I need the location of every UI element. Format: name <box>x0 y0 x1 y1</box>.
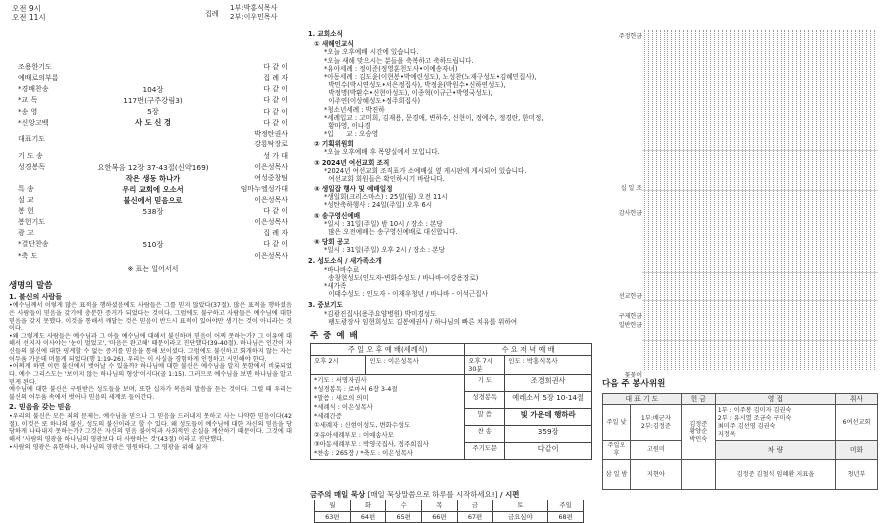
offering-divider <box>642 340 878 341</box>
wed-row-key: 성경봉독 <box>465 391 505 408</box>
order-row <box>18 173 288 184</box>
offering-divider <box>642 190 878 191</box>
offering-label: 감사헌금 <box>618 210 642 217</box>
order-label: 성경봉독 <box>18 162 46 171</box>
order-row <box>18 250 288 261</box>
offering-names-column <box>796 30 797 370</box>
offering-names-column <box>730 30 731 370</box>
officiant-2: 2부:이우민목사 <box>230 12 278 21</box>
order-leader: 이은성목사 <box>254 251 288 260</box>
order-row <box>18 151 288 162</box>
wednesday-evening-leader: 인도 : 박홍식목사 <box>505 356 592 375</box>
news-line: 박민수(박시연성도•서은정집사), 박정윤(박원수•신하연성도), <box>324 81 506 90</box>
order-label: *경배찬송 <box>18 85 49 94</box>
duty-header-welcome: 영 접 <box>715 394 835 405</box>
news-item: ⑥ 당회 공고 <box>314 238 350 247</box>
wednesday-evening-time: 오후 7시 30분 <box>465 356 505 375</box>
order-leader: 다 같 이 <box>263 240 288 249</box>
news-line: *일시 : 31일(주일) 오후 2시 / 장소 : 본당 <box>324 246 445 255</box>
offering-names-column <box>718 30 719 370</box>
offering-names-column <box>652 30 653 370</box>
order-row <box>18 228 288 239</box>
order-leader: 집 례 자 <box>263 74 288 83</box>
news-line: *아동세례 : 김도윤(이현봉•박예린성도), 노성찬(노재구성도•김혜민집사), <box>324 72 537 81</box>
offering-names-column <box>671 30 672 370</box>
offering-names-column <box>667 30 668 370</box>
order-label: *신앙고백 <box>18 118 49 127</box>
offering-names-column <box>777 30 778 370</box>
order-of-worship-column <box>0 0 295 523</box>
order-label: 봉헌기도 <box>18 218 46 227</box>
offering-names-column <box>812 30 813 370</box>
news-item: ⑤ 송구영신예배 <box>314 211 361 220</box>
news-column <box>302 0 594 523</box>
offering-names-column <box>644 30 645 370</box>
weekly-worship-title: 주 중 예 배 <box>310 331 359 341</box>
wed-row-value: 예레소서 5장 10-14절 <box>505 391 592 408</box>
program-line: *세례식 : 이은성목사 <box>314 403 373 412</box>
offering-names-column <box>749 30 750 370</box>
offering-list <box>598 0 880 379</box>
order-leader: 다 같 이 <box>263 118 288 127</box>
news-line: 황마영, 이나경 <box>324 121 371 130</box>
offering-names-column <box>722 30 723 370</box>
offering-names-column <box>792 30 793 370</box>
order-leader: 다 같 이 <box>263 85 288 94</box>
daily-meditation-title <box>310 490 519 499</box>
order-row <box>18 73 288 84</box>
news-line: *2024년 여선교회 조직표가 소예배실 옆 게시판에 게시되어 있습니다. <box>324 166 527 175</box>
offering-names-column <box>851 30 852 370</box>
order-leader: 집 례 자 <box>263 229 288 238</box>
offering-names-column <box>757 30 758 370</box>
offering-label: 꽃꽂이 <box>624 372 642 379</box>
order-leader: 다 같 이 <box>263 63 288 72</box>
program-line: *성경봉독 : 로마서 6장 3-4절 <box>314 385 398 394</box>
sermon-paragraph: •사람의 영광은 유한하나, 하나님의 영광은 영원하다. 그 영광을 위해 삶자 <box>9 443 208 451</box>
duty-car: 김정준 김철식 임혜환 지표을 <box>715 459 835 489</box>
order-item: 538장 <box>142 207 164 217</box>
offering-names-texture <box>644 30 880 370</box>
news-item: ① 새해인교식 <box>314 40 354 49</box>
order-label: 특 송 <box>18 185 34 194</box>
meditation-psalm: 금요심야 <box>493 511 548 522</box>
offering-names-column <box>866 30 867 370</box>
meditation-day: 주일 <box>548 500 584 511</box>
duty-offering: 김정준 황양순 박민숙 <box>681 405 715 460</box>
offering-names-column <box>675 30 676 370</box>
news-line: 송창현성도(인도자-변화수성도 / 바나바-이강용장로) <box>324 273 479 282</box>
order-row <box>18 95 288 106</box>
sunday-afternoon-heading: 주 일 오 후 예 배(세례식) <box>311 344 465 356</box>
order-leader: 이은성목사 <box>254 196 288 205</box>
meditation-day: 목 <box>422 500 458 511</box>
wed-row-value: 359장 <box>505 426 592 443</box>
order-row <box>18 239 288 250</box>
offering-names-column <box>835 30 836 370</box>
duty-prayer: 지현아 <box>631 459 682 489</box>
offering-names-column <box>679 30 680 370</box>
weekly-worship-table <box>310 343 592 460</box>
offering-names-column <box>843 30 844 370</box>
order-item: 104장 <box>142 85 164 95</box>
wed-row-value: 다같이 <box>505 442 592 459</box>
program-line: *기도 : 서명자권사 <box>314 376 367 384</box>
duty-table <box>602 393 878 490</box>
news-line: *생일회(크리스마스) : 25일(월) 오전 11시 <box>324 193 448 202</box>
meditation-table <box>314 500 584 523</box>
service-times <box>12 4 46 23</box>
order-leader: 여성중창팀 <box>254 173 288 182</box>
order-row <box>18 206 288 217</box>
offering-names-column <box>683 30 684 370</box>
news-line: *오늘 새해 맞으시는 분들을 축복하고 축하드립니다. <box>324 56 474 65</box>
meditation-day: 화 <box>350 500 386 511</box>
order-label: 설 교 <box>18 196 34 205</box>
offering-names-column <box>800 30 801 370</box>
duty-welcome: 1부 : 이주봉 김미자 김권숙 2부 : 유시열 조금숙 구미숙 최미주 김선영 김권숙 지정옥 <box>715 405 835 441</box>
news-line: 팽도광장사 임현희성도 김봉예권사 / 하나님의 빠른 치유를 위하여 <box>324 317 518 326</box>
duty-header-offering: 헌 금 <box>681 394 715 405</box>
order-label: *축 도 <box>18 251 38 260</box>
offering-names-column <box>823 30 824 370</box>
offering-names-column <box>738 30 739 370</box>
order-row <box>18 106 288 117</box>
offering-names-column <box>827 30 828 370</box>
sermon-paragraph: •예수님께서 이렇게 많은 표적을 행하셨음에도 사람들은 그를 믿지 않았다(37절). 많은 표적을 행하셨음은 사람들이 믿음을 갖기에 충분한 증거가 되었다는 것이다. 그럼에도 불구하고 사람들은 예수님에 대한 믿음을 갖지 못했다. 이것을 통해서 깨달는 것은 믿음이 반드시 표적이 있어야만 생기는 것이 아니라는 것이다. <box>9 302 292 333</box>
order-row <box>18 129 288 151</box>
order-leader: 다 같 이 <box>263 207 288 216</box>
duty-header-prayer: 대 표 기 도 <box>603 394 682 405</box>
offering-names-column <box>831 30 832 370</box>
news-heading-2: 2. 성도소식 / 새가족소개 <box>308 257 382 266</box>
offering-names-column <box>695 30 696 370</box>
offering-names-column <box>859 30 860 370</box>
sermon-section <box>9 280 292 451</box>
news-line: *성탄축하행사 : 24일(주일) 오후 6시 <box>324 201 433 210</box>
offering-names-column <box>788 30 789 370</box>
order-item: 117번(구주강림3) <box>123 96 183 106</box>
sermon-subtitle-1: 1. 불신의 사람들 <box>9 292 62 301</box>
offering-divider <box>642 300 878 301</box>
offering-names-column <box>784 30 785 370</box>
sunday-afternoon-time: 오후 2시 <box>311 356 366 375</box>
news-item: ④ 생일잡 행사 및 예배일정 <box>314 185 393 194</box>
offering-names-column <box>816 30 817 370</box>
offering-column <box>598 0 880 523</box>
meditation-desc: [매일 묵상말씀으로 하루를 시작하세요!] <box>367 490 498 499</box>
offering-names-column <box>753 30 754 370</box>
offering-names-column <box>660 30 661 370</box>
duty-header-beautify: 미화 <box>836 441 878 460</box>
program-line: *세례간증 <box>314 412 342 421</box>
order-leader: 이은성목사 <box>254 162 288 171</box>
order-leader: 박정탄권사 강룡탁장로 <box>254 130 288 148</box>
order-item: 불신에서 믿음으로 <box>123 195 183 205</box>
program-line: *찬송 : 265장 / *축도 : 이은성목사 <box>314 448 413 457</box>
offering-names-column <box>699 30 700 370</box>
order-label: *송 영 <box>18 107 38 116</box>
news-heading-1: 1. 교회소식 <box>308 30 343 38</box>
order-row <box>18 117 288 128</box>
officiants <box>230 4 277 22</box>
offering-names-column <box>687 30 688 370</box>
wed-row-key: 말 씀 <box>465 408 505 425</box>
news-heading-3: 3. 중보기도 <box>308 301 343 310</box>
officiant-1: 1부:박홍식목사 <box>230 4 278 12</box>
program-line: ③아동세례부모 : 박영국집사, 정주희집사 <box>314 439 429 448</box>
offering-names-column <box>773 30 774 370</box>
offering-names-column <box>726 30 727 370</box>
order-leader: 다 같 이 <box>263 107 288 116</box>
offering-names-column <box>874 30 875 370</box>
offering-label: 일반헌금 <box>618 322 642 329</box>
meditation-psalm: 64편 <box>350 511 386 522</box>
offering-names-column <box>706 30 707 370</box>
order-note: ※ 표는 일어서서 <box>127 264 179 273</box>
news-line: 박정명(박환수•신현아성도), 이종혁(이규근•박영국성도), <box>324 89 493 98</box>
meditation-psalm: 65편 <box>386 511 422 522</box>
news-line: *입 교 : 오승영 <box>324 130 379 139</box>
order-item: 510장 <box>142 240 164 250</box>
duty-header-cooking: 취사 <box>836 394 878 405</box>
offering-label: 선교헌금 <box>618 293 642 300</box>
news-line: *일시 : 31일(주일) 밤 10시 / 장소 : 본당 <box>324 219 443 228</box>
offering-names-column <box>781 30 782 370</box>
order-item: 사 도 신 경 <box>135 118 171 128</box>
order-row <box>18 162 288 173</box>
sermon-paragraph: •우리의 불신은 모든 죄의 문제는, 예수님을 믿으나 그 믿음을 드러내지 못하고 사는 나약한 믿음이다(42절). 이것은 또 하나의 불신, 성도의 불신이라고 할 수 있다. 왜 성도들이 예수님에 대한 자신의 믿음을 당당하게 나타내지 못하는가? 그것은 자신의 믿음 불이익과 사회적인 손실을 계산하기 때문이다. 그것에 대해서 '사람의 영광을 하나님의 영광보다 더 사랑하는 것'(43절) 이라고 진단했다. <box>9 413 292 443</box>
duty-header-car: 차 량 <box>715 441 835 460</box>
officiant-label: 집례 <box>205 10 219 18</box>
offering-names-column <box>742 30 743 370</box>
news-line: *새가족 <box>324 281 347 290</box>
offering-names-column <box>820 30 821 370</box>
meditation-day: 토 <box>493 500 548 511</box>
duty-prayer: 1부:배군자 2부:김정준 <box>631 405 682 441</box>
meditation-day: 금 <box>457 500 493 511</box>
second-service-time: 오전 11시 <box>12 13 46 23</box>
order-item: 요한복음 12장 37-43절(신약169) <box>97 162 209 172</box>
offering-divider <box>642 150 878 151</box>
news-item: ③ 2024년 여선교회 조직 <box>314 158 390 167</box>
duty-row-label: 주일 낮 <box>603 405 631 441</box>
news-lines <box>308 310 594 326</box>
offering-label: 주정헌금 <box>618 33 642 40</box>
offering-names-column <box>703 30 704 370</box>
duty-beautify: 청년부 <box>836 459 878 489</box>
offering-label: 구제헌금 <box>618 313 642 320</box>
offering-names-column <box>648 30 649 370</box>
news-line: 이태수성도 : 인도자 - 이재우청년 / 바나바 - 이석근집사 <box>324 290 488 299</box>
offering-names-column <box>761 30 762 370</box>
duty-row-label: 삼 일 밤 <box>603 459 631 489</box>
sermon-paragraph: •어찌게 하면 이런 불신에서 벗어날 수 있을까? 하나님에 대한 불신은 예수님을 알지 못함에서 비롯되었다. 예수 그리스도는 '보이지 않는 하나님의 형상'이시다(골 1:15). 그러므로 예수님을 보면 하나님을 알고 믿게 된다. <box>9 363 292 386</box>
program-line: ①세례자 : 신현이성도, 변화수성도 <box>314 421 411 430</box>
offering-names-column <box>847 30 848 370</box>
sermon-paragraph: 예수님에 대한 불신은 구원받은 성도들을 보며, 또한 십자가 복음의 말씀을 듣는 것이다. 그럴 때 우리는 불신의 어두움 속에서 벗어나 믿음의 세계로 들어간다. <box>9 386 292 401</box>
offering-names-column <box>734 30 735 370</box>
news-item: ② 기획위원회 <box>314 140 354 149</box>
news-lines <box>308 266 594 299</box>
wednesday-evening-heading: 수 요 저 녁 예 배 <box>465 344 592 356</box>
offering-names-column <box>808 30 809 370</box>
offering-names-column <box>714 30 715 370</box>
news-line: *세례입교 : 고미희, 김재용, 문경애, 변하수, 신현이, 정예수, 정경란, 한미정, <box>324 113 544 122</box>
offering-names-column <box>769 30 770 370</box>
sermon-paragraph: •왜 그렇게도 사람들은 예수님과 그 아들 예수님에 대해서 불신하며 믿음이 어찌 못하는가? 그 이유에 대해서 선지자 이사야는 '눈이 멀었고', '마음은 완고해' 때문이라고 진단했다(39-40절). 하나님은 인간이 자신들의 불신에 대한 핑계할 수 없는 증거를 믿음을 통해 보이셨다. 그럼에도 불신하고 회개하지 않는 자는 어두움 가운데 머물게 되었다(행 1:19-26). 우리는 이 사실을 경험하게 인정하고 시인해야 한다. <box>9 332 292 363</box>
duty-cooking: 6여선교회 <box>836 405 878 441</box>
duty-offering-empty <box>681 459 715 489</box>
sunday-afternoon-program <box>311 375 465 460</box>
order-row <box>18 84 288 95</box>
wed-row-value: 빛 가운데 행하라 <box>505 408 592 425</box>
wed-row-key: 찬 송 <box>465 426 505 443</box>
offering-names-column <box>691 30 692 370</box>
first-service-time: 오전 9시 <box>12 4 41 13</box>
news-line: 이주연(이상혜성도•정주희집사) <box>324 97 421 106</box>
order-label: *교 독 <box>18 96 38 105</box>
meditation-psalm: 67편 <box>457 511 493 522</box>
meditation-tail: / 시편 <box>499 490 520 499</box>
order-row <box>18 62 288 73</box>
meditation-psalm: 66편 <box>422 511 458 522</box>
order-item: 작은 생동 하나가 <box>125 173 181 183</box>
offering-divider <box>642 272 878 273</box>
wed-row-key: 기 도 <box>465 375 505 392</box>
news-line: *유아세례 : 정이준(정영훈천도사•이예송자녀) <box>324 64 458 73</box>
offering-names-column <box>765 30 766 370</box>
program-line: ②유아세례부모 : 이예송사모 <box>314 430 394 439</box>
wed-row-key: 주기도문 <box>465 442 505 459</box>
order-row <box>18 184 288 195</box>
order-label: *결단찬송 <box>18 240 49 249</box>
offering-names-column <box>664 30 665 370</box>
wed-row-value: 조경희권사 <box>505 375 592 392</box>
sermon-title: 생명의 말씀 <box>9 280 53 290</box>
offering-names-column <box>656 30 657 370</box>
order-row <box>18 217 288 228</box>
order-leader: 임마누엘성가대 <box>240 185 288 194</box>
order-label: 대표기도 <box>18 135 46 144</box>
offering-names-column <box>862 30 863 370</box>
news-line: *청소년세례 : 박진하 <box>324 105 385 114</box>
offering-names-column <box>745 30 746 370</box>
news-lines <box>308 220 594 236</box>
order-item: 우리 교회에 오소서 <box>122 184 184 194</box>
news-lines <box>308 48 594 138</box>
sermon-subtitle-2: 2. 믿음을 갖는 믿음 <box>9 403 72 412</box>
order-item: 5장 <box>147 107 159 117</box>
sunday-afternoon-leader: 인도 : 이은성목사 <box>366 356 465 375</box>
order-label: 기 도 송 <box>18 151 43 160</box>
meditation-title: 금주의 매일 묵상 <box>310 490 366 499</box>
news-line: *김광진집사(용주요양병원) 박미경성도 <box>324 309 437 318</box>
church-news <box>308 30 594 326</box>
meditation-psalm: 68편 <box>548 511 584 522</box>
offering-label: 십 일 조 <box>620 185 642 192</box>
offering-names-column <box>839 30 840 370</box>
order-row <box>18 195 288 206</box>
order-label: 광 고 <box>18 229 34 238</box>
meditation-day: 월 <box>315 500 351 511</box>
order-label: 예배로의부름 <box>18 74 59 83</box>
news-lines <box>308 193 594 209</box>
order-label: 봉 헌 <box>18 207 34 216</box>
news-line: 여선교회 회원들은 확인하시기 바랍니다. <box>324 174 445 183</box>
meditation-day: 수 <box>386 500 422 511</box>
news-line: 많은 오전예배는 송구영신예배로 대신합니다. <box>324 227 458 236</box>
news-line: *오늘 오후예배 시간에 있습니다. <box>324 48 419 57</box>
meditation-psalm: 63편 <box>315 511 351 522</box>
offering-names-column <box>710 30 711 370</box>
order-leader: 다 같 이 <box>263 96 288 105</box>
duty-row-label: 주일오후 <box>603 441 631 460</box>
offering-names-column <box>804 30 805 370</box>
news-line: *바나바수료 <box>324 265 360 274</box>
news-lines <box>308 246 594 254</box>
news-line: *오늘 오후예배 후 목양실에서 모입니다. <box>324 148 440 157</box>
offering-names-column <box>870 30 871 370</box>
order-leader: 이은성목사 <box>254 218 288 227</box>
duty-prayer: 고원미 <box>631 441 682 460</box>
order-label: 조용한기도 <box>18 63 52 72</box>
program-line: *말씀 : 새로의 의미 <box>314 394 369 403</box>
news-lines <box>308 167 594 183</box>
news-lines <box>308 148 594 156</box>
duty-title: 다음 주 봉사위원 <box>602 379 666 389</box>
offering-names-column <box>855 30 856 370</box>
order-list <box>18 62 288 273</box>
order-leader: 성 가 대 <box>263 151 288 160</box>
